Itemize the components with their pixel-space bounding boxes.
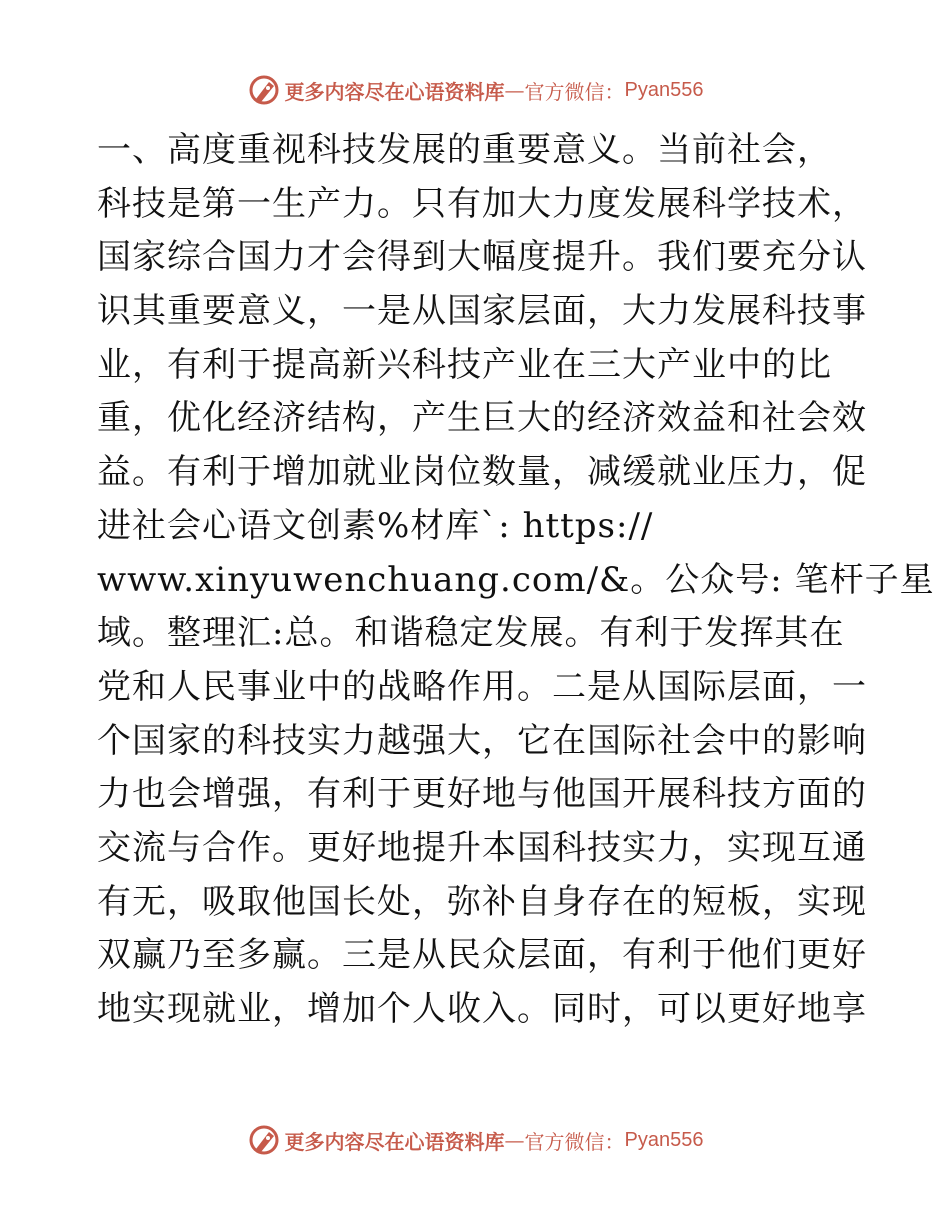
pen-nib-circle-icon [247, 1123, 281, 1157]
text-line: 个国家的科技实力越强大，它在国际社会中的影响 [97, 720, 867, 761]
banner-wechat-label: 官方微信： [524, 1129, 625, 1154]
pen-nib-circle-icon [247, 73, 281, 107]
text-line: www.xinyuwenchuang.com/&。公众号: 笔杆子星 [97, 559, 935, 600]
banner-wechat-label: 官方微信： [524, 79, 625, 104]
document-body [97, 124, 935, 1037]
footer-watermark-banner [0, 1120, 950, 1160]
text-line: 业，有利于提高新兴科技产业在三大产业中的比 [97, 344, 832, 385]
header-watermark-banner [0, 70, 950, 110]
text-line: 科技是第一生产力。只有加大力度发展科学技术， [97, 183, 867, 224]
banner-text: 更多内容尽在心语资料库 [284, 79, 505, 104]
banner-separator: — [504, 78, 525, 102]
text-line: 国家综合国力才会得到大幅度提升。我们要充分认 [97, 237, 867, 278]
text-line: 一、高度重视科技发展的重要意义。当前社会， [97, 130, 832, 170]
text-line: 重，优化经济结构，产生巨大的经济效益和社会效 [97, 398, 867, 439]
text-line: 力也会增强，有利于更好地与他国开展科技方面的 [97, 774, 867, 815]
text-line: 地实现就业，增加个人收入。同时，可以更好地享 [97, 989, 867, 1029]
text-line: 识其重要意义，一是从国家层面，大力发展科技事 [97, 291, 867, 332]
text-line: 益。有利于增加就业岗位数量，减缓就业压力，促 [97, 452, 867, 493]
text-line: 党和人民事业中的战略作用。二是从国际层面，一 [97, 666, 867, 707]
text-line: 域。整理汇:总。和谐稳定发展。有利于发挥其在 [97, 613, 845, 654]
text-line: 双赢乃至多赢。三是从民众层面，有利于他们更好 [97, 935, 867, 976]
text-line: 有无，吸取他国长处，弥补自身存在的短板，实现 [97, 881, 867, 922]
text-line: 进社会心语文创素%材库`: https:// [97, 505, 654, 546]
banner-wechat-id: Pyan556 [624, 1128, 704, 1151]
banner-wechat-id: Pyan556 [624, 78, 704, 101]
text-line: 交流与合作。更好地提升本国科技实力，实现互通 [97, 827, 867, 868]
banner-text: 更多内容尽在心语资料库 [284, 1129, 505, 1154]
banner-separator: — [504, 1128, 525, 1152]
